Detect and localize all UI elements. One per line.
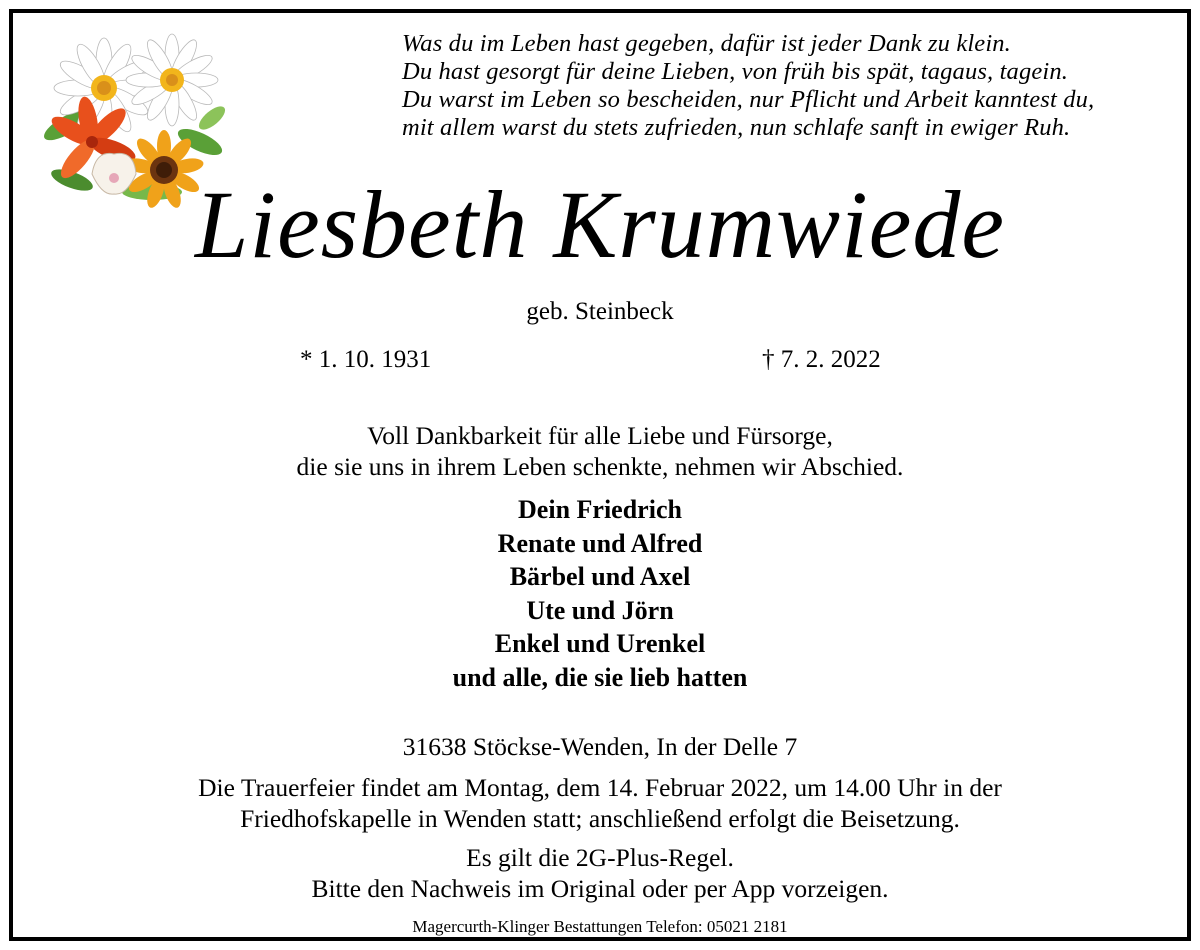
- death-date: † 7. 2. 2022: [762, 346, 881, 373]
- maiden-name: geb. Steinbeck: [526, 298, 674, 325]
- footer: [0, 917, 1200, 937]
- poem-line: Du hast gesorgt für deine Lieben, von früh bis spät, tagaus, tagein.: [402, 58, 1069, 85]
- covid-line: Es gilt die 2G-Plus-Regel.: [466, 843, 734, 872]
- poem-line: Was du im Leben hast gegeben, dafür ist jeder Dank zu klein.: [402, 30, 1011, 57]
- address: 31638 Stöckse-Wenden, In der Delle 7: [402, 732, 798, 761]
- poem-line: mit allem warst du stets zufrieden, nun schlafe sanft in ewiger Ruh.: [402, 114, 1071, 141]
- mourner-name: Enkel und Urenkel: [494, 629, 706, 658]
- mourners-list: [0, 493, 1200, 694]
- birth-date: * 1. 10. 1931: [300, 346, 432, 373]
- mourner-name: Renate und Alfred: [497, 528, 703, 558]
- thanks-line: die sie uns in ihrem Leben schenkte, nehmen wir Abschied.: [296, 452, 904, 481]
- thanks-text: [0, 420, 1200, 482]
- funeral-service-info: [0, 772, 1200, 834]
- poem-line: Du warst im Leben so bescheiden, nur Pflicht und Arbeit kanntest du,: [402, 86, 1095, 113]
- mourner-name: Bärbel und Axel: [509, 562, 691, 591]
- covid-line: Bitte den Nachweis im Original oder per App vorzeigen.: [311, 874, 889, 903]
- deceased-name: Liesbeth Krumwiede: [195, 171, 1005, 278]
- service-line: Friedhofskapelle in Wenden statt; anschließend erfolgt die Beisetzung.: [240, 804, 960, 833]
- service-line: Die Trauerfeier findet am Montag, dem 14. Februar 2022, um 14.00 Uhr in der: [198, 773, 1002, 802]
- mourner-name: Dein Friedrich: [518, 495, 682, 524]
- mourner-name: und alle, die sie lieb hatten: [452, 662, 748, 692]
- covid-rule-notice: [0, 842, 1200, 904]
- thanks-line: Voll Dankbarkeit für alle Liebe und Fürsorge,: [367, 421, 833, 450]
- mourner-name: Ute und Jörn: [526, 595, 674, 625]
- funeral-home-contact: Magercurth-Klinger Bestattungen Telefon: 05021 2181: [404, 917, 795, 937]
- poem: [402, 30, 1172, 142]
